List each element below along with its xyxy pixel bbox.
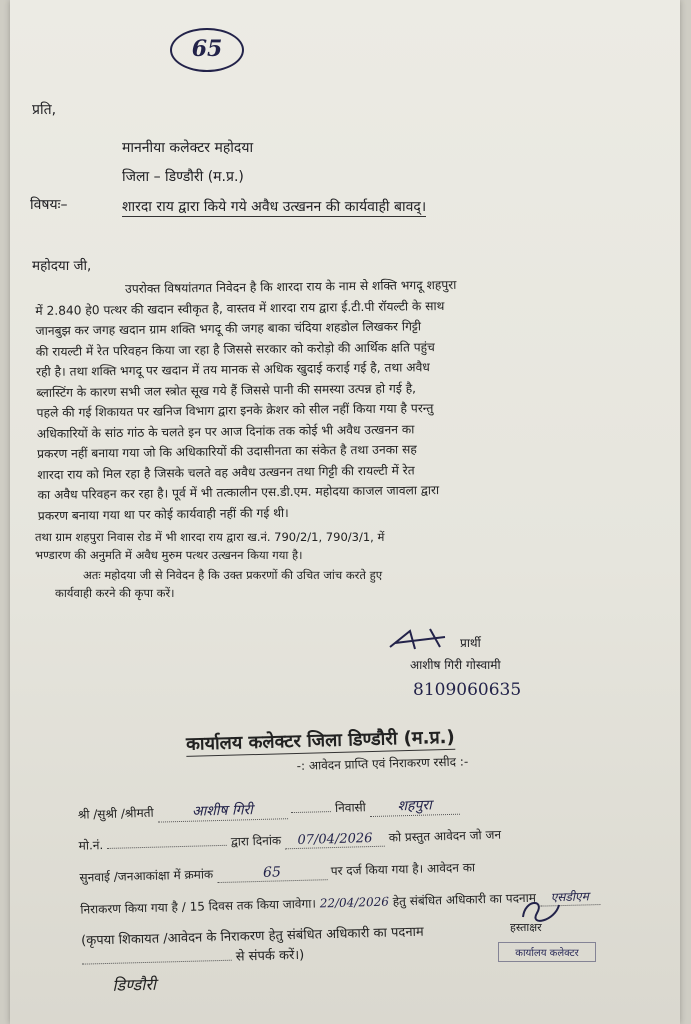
body-line: उपरोक्त विषयांतगत निवेदन है कि शारदा राय के नाम से शक्ति भगदू शहपुरा [125,277,457,296]
salutation: महोदया जी, [32,258,92,274]
line1-prefix: श्री /सुश्री /श्रीमती [77,805,154,822]
bottom-scrawl: डिण्डौरी [112,974,157,995]
applicant-place: शहपुरा [369,795,459,817]
line2-suffix: को प्रस्तुत आवेदन जो जन [388,827,502,845]
sender-signature [385,625,465,655]
prati-label: प्रति, [32,102,57,118]
body-line: ब्लास्टिंग के कारण सभी जल स्त्रोत सूख गये हैं जिससे पानी की समस्या उत्पन्न हो गई है, [36,380,417,400]
subject-text: शारदा राय द्वारा किये गये अवैध उत्खनन की कार्यवाही बावद्। [122,199,427,215]
sender-name: आशीष गिरी गोस्वामी [410,658,501,672]
line5-suffix: से संपर्क करें।) [235,947,305,965]
line3-suffix: पर दर्ज किया गया है। आवेदन का [330,860,476,879]
line2-dwara: द्वारा दिनांक [230,833,282,849]
receipt-line2 [78,826,501,855]
application-date: 07/04/2026 [285,831,385,850]
closing-paragraph [35,566,635,602]
applicant-name: आशीष गिरी [157,799,287,822]
body-line: जानबुझ कर जगह खदान ग्राम शक्ति भगदू की जगह बाका चंदिया शहडोल लिखकर गिट्टी [35,319,422,338]
line3-prefix: सुनवाई /जनआकांक्षा में क्रमांक [79,867,214,885]
body-line: भण्डारण की अनुमति में अवैध मुरुम पत्थर उत्खनन किया गया है। [35,548,303,562]
circled-number: 65 [170,28,244,72]
line4-suffix: संबंधित अधिकारी का पदनाम [409,890,537,909]
body-paragraph [35,273,638,526]
body-line: अतः महोदया जी से निवेदन है कि उक्त प्रकरणों की उचित जांच करते हुए [83,568,383,582]
receipt-subheading: -: आवेदन प्राप्ति एवं निराकरण रसीद :- [296,754,469,773]
body-line: अधिकारियों के सांठ गांठ के चलते इन पर आज दिनांक तक कोई भी अवैध उत्खनन का [36,421,415,441]
body-line: कार्यवाही करने की कृपा करें। [55,586,175,600]
addressee-line1: माननीया कलेक्टर महोदया [122,140,254,156]
body-line: में 2.840 हे0 पत्थर की खदान स्वीकृत है, वास्तव में शारदा राय द्वारा ई.टी.पी रॉयल्टी के साथ [35,298,445,318]
resolution-date: 22/04/2026 [319,894,390,911]
officer-designation: एसडीएम [540,887,600,907]
prarthi-label: प्रार्थी [460,636,481,650]
receipt-heading: कार्यालय कलेक्टर जिला डिण्डौरी (म.प्र.) [185,726,456,755]
line1-niwasi: निवासी [334,800,366,815]
line4-head: हेतु [392,894,407,909]
line1-gap [291,811,331,813]
body-line: प्रकरण बनाया गया था पर कोई कार्यवाही नहीं की गई थी। [37,505,289,523]
line4-prefix: निराकरण किया गया है / 15 दिवस तक किया जावेगा। [80,896,317,917]
receipt-line5 [81,922,424,949]
receipt-block [65,689,680,1015]
mobile-blank [107,845,227,849]
second-paragraph [35,528,635,564]
line2-prefix: मो.नं. [78,838,104,853]
body-line: रही है। तथा शक्ति भगदू पर खदान में तय मानक से अधिक खुदाई कराई गई है, तथा अवैध [36,360,430,379]
subject-label: विषयः– [30,197,68,213]
receipt-line1 [78,795,460,825]
sender-phone: 8109060635 [413,680,522,700]
body-line: तथा ग्राम शहपुरा निवास रोड में भी शारदा राय द्वारा ख.नं. 790/2/1, 790/3/1, में [35,530,385,544]
line5-text: (कृपया शिकायत /आवेदन के निराकरण हेतु संबंधित अधिकारी का पदनाम [80,924,424,949]
line5-blank [82,960,232,965]
receipt-line5b [81,945,304,969]
receipt-line3 [79,858,475,886]
addressee-line2: जिला – डिण्डौरी (म.प्र.) [122,169,244,185]
body-line: प्रकरण नहीं बनाया गया जो कि अधिकारियों की उदासीनता का संकेत है तथा उनका सह [37,442,417,461]
signature-label: हस्ताक्षर [510,921,542,934]
body-line: का अवैध परिवहन कर रहा है। पूर्व में भी तत्कालीन एस.डी.एम. महोदया काजल जावला द्वारा [37,483,440,502]
body-line: की रायल्टी में रेत परिवहन किया जा रहा है जिससे सरकार को करोड़ो की आर्थिक क्षति पहुंच [35,339,435,359]
body-line: शारदा राय को मिल रहा है जिसके चलते वह अवैध उत्खनन तथा गिट्टी की रायल्टी में रेत [37,462,415,482]
registration-number: 65 [217,863,327,883]
letter-sheet [10,0,680,1024]
body-line: पहले की गई शिकायत पर खनिज विभाग द्वारा इनके क्रेशर को सील नहीं किया गया है परन्तु [36,401,434,420]
office-stamp: कार्यालय कलेक्टर [498,942,596,962]
